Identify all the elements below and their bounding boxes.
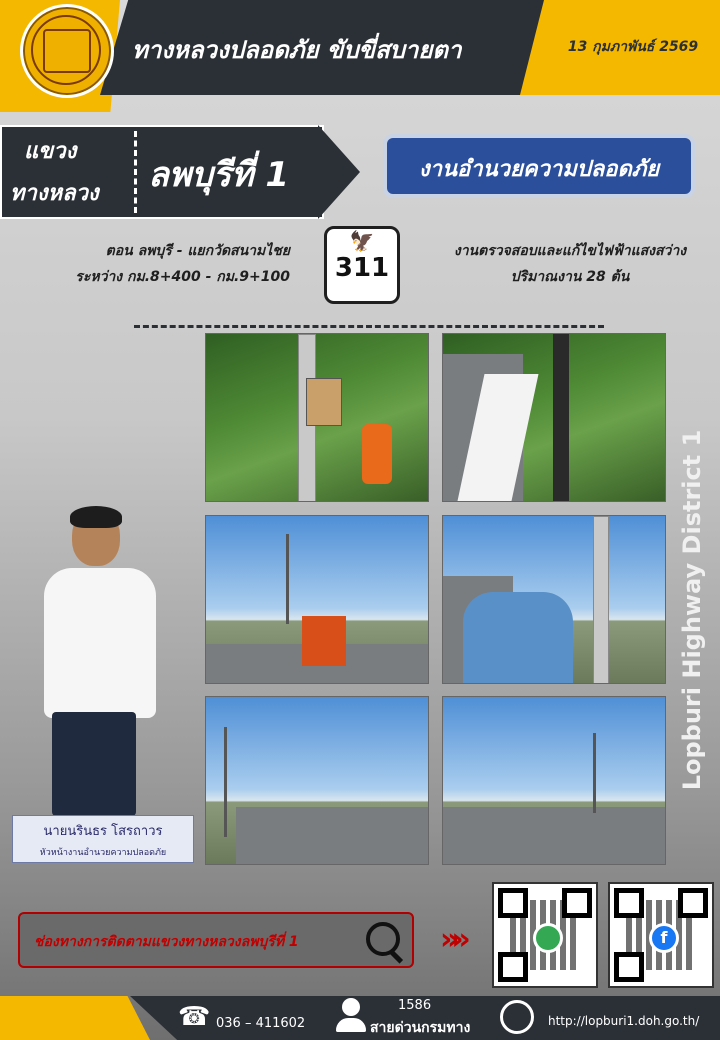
- globe-icon: [500, 1000, 534, 1034]
- vertical-label-text: Lopburi Highway District 1: [678, 429, 706, 791]
- phone-icon: ☎: [178, 1002, 211, 1032]
- qr-code-maps[interactable]: [492, 882, 598, 988]
- garuda-icon: 🦅: [349, 229, 375, 253]
- route-badge: [324, 226, 400, 304]
- section-info: [40, 238, 290, 290]
- follow-channels-box: [18, 912, 414, 968]
- person-name: นายนรินธร โสรถาวร: [43, 824, 163, 839]
- person-shirt: [44, 568, 156, 718]
- section-line-1: ตอน ลพบุรี - แยกวัดสนามไชย: [105, 243, 290, 259]
- follow-text: ช่องทางการติดตามแขวงทางหลวงลพบุรีที่ 1: [34, 934, 299, 950]
- district-banner: [0, 125, 324, 219]
- support-agent-icon: [336, 998, 366, 1034]
- person-hair: [70, 506, 122, 528]
- facebook-icon: f: [649, 923, 679, 953]
- person-pants: [52, 712, 136, 816]
- footer-phone[interactable]: 036 – 411602: [216, 1016, 306, 1031]
- banner-separator: [134, 131, 137, 213]
- dashed-divider: [134, 325, 604, 328]
- task-title: งานอำนวยความปลอดภัย: [383, 134, 695, 198]
- footer-website[interactable]: http://lopburi1.doh.go.th/: [548, 1014, 700, 1028]
- work-photo-5: [205, 696, 429, 865]
- double-chevron-icon: »»: [440, 922, 463, 957]
- person-name-card: [12, 815, 194, 863]
- qr-code-facebook[interactable]: [608, 882, 714, 988]
- district-label-top: แขวง: [24, 139, 77, 164]
- district-label-bottom: ทางหลวง: [10, 181, 99, 206]
- work-line-2: ปริมาณงาน 28 ต้น: [510, 269, 630, 285]
- work-photo-1: [205, 333, 429, 502]
- route-number: 311: [334, 253, 390, 283]
- search-icon-handle: [388, 949, 403, 964]
- work-photo-3: [205, 515, 429, 684]
- work-line-1: งานตรวจสอบและแก้ไขไฟฟ้าแสงสว่าง: [453, 243, 687, 259]
- header-title: ทางหลวงปลอดภัย ขับขี่สบายตา: [132, 36, 462, 64]
- vertical-label: [662, 400, 720, 820]
- google-maps-icon: [533, 923, 563, 953]
- section-line-2: ระหว่าง กม.8+400 - กม.9+100: [75, 269, 290, 285]
- department-logo: [20, 4, 114, 98]
- banner-arrow: [318, 125, 360, 219]
- header-date: 13 กุมภาพันธ์ 2569: [567, 39, 699, 55]
- work-photo-2: [442, 333, 666, 502]
- work-photo-6: [442, 696, 666, 865]
- hotline-number[interactable]: 1586: [398, 998, 432, 1013]
- person-role: หัวหน้างานอำนวยความปลอดภัย: [39, 848, 167, 858]
- work-photo-4: [442, 515, 666, 684]
- hotline-label: สายด่วนกรมทาง: [370, 1020, 471, 1036]
- district-name: ลพบุรีที่ 1: [148, 155, 289, 195]
- footer-accent: [0, 996, 150, 1040]
- work-info: [430, 238, 710, 290]
